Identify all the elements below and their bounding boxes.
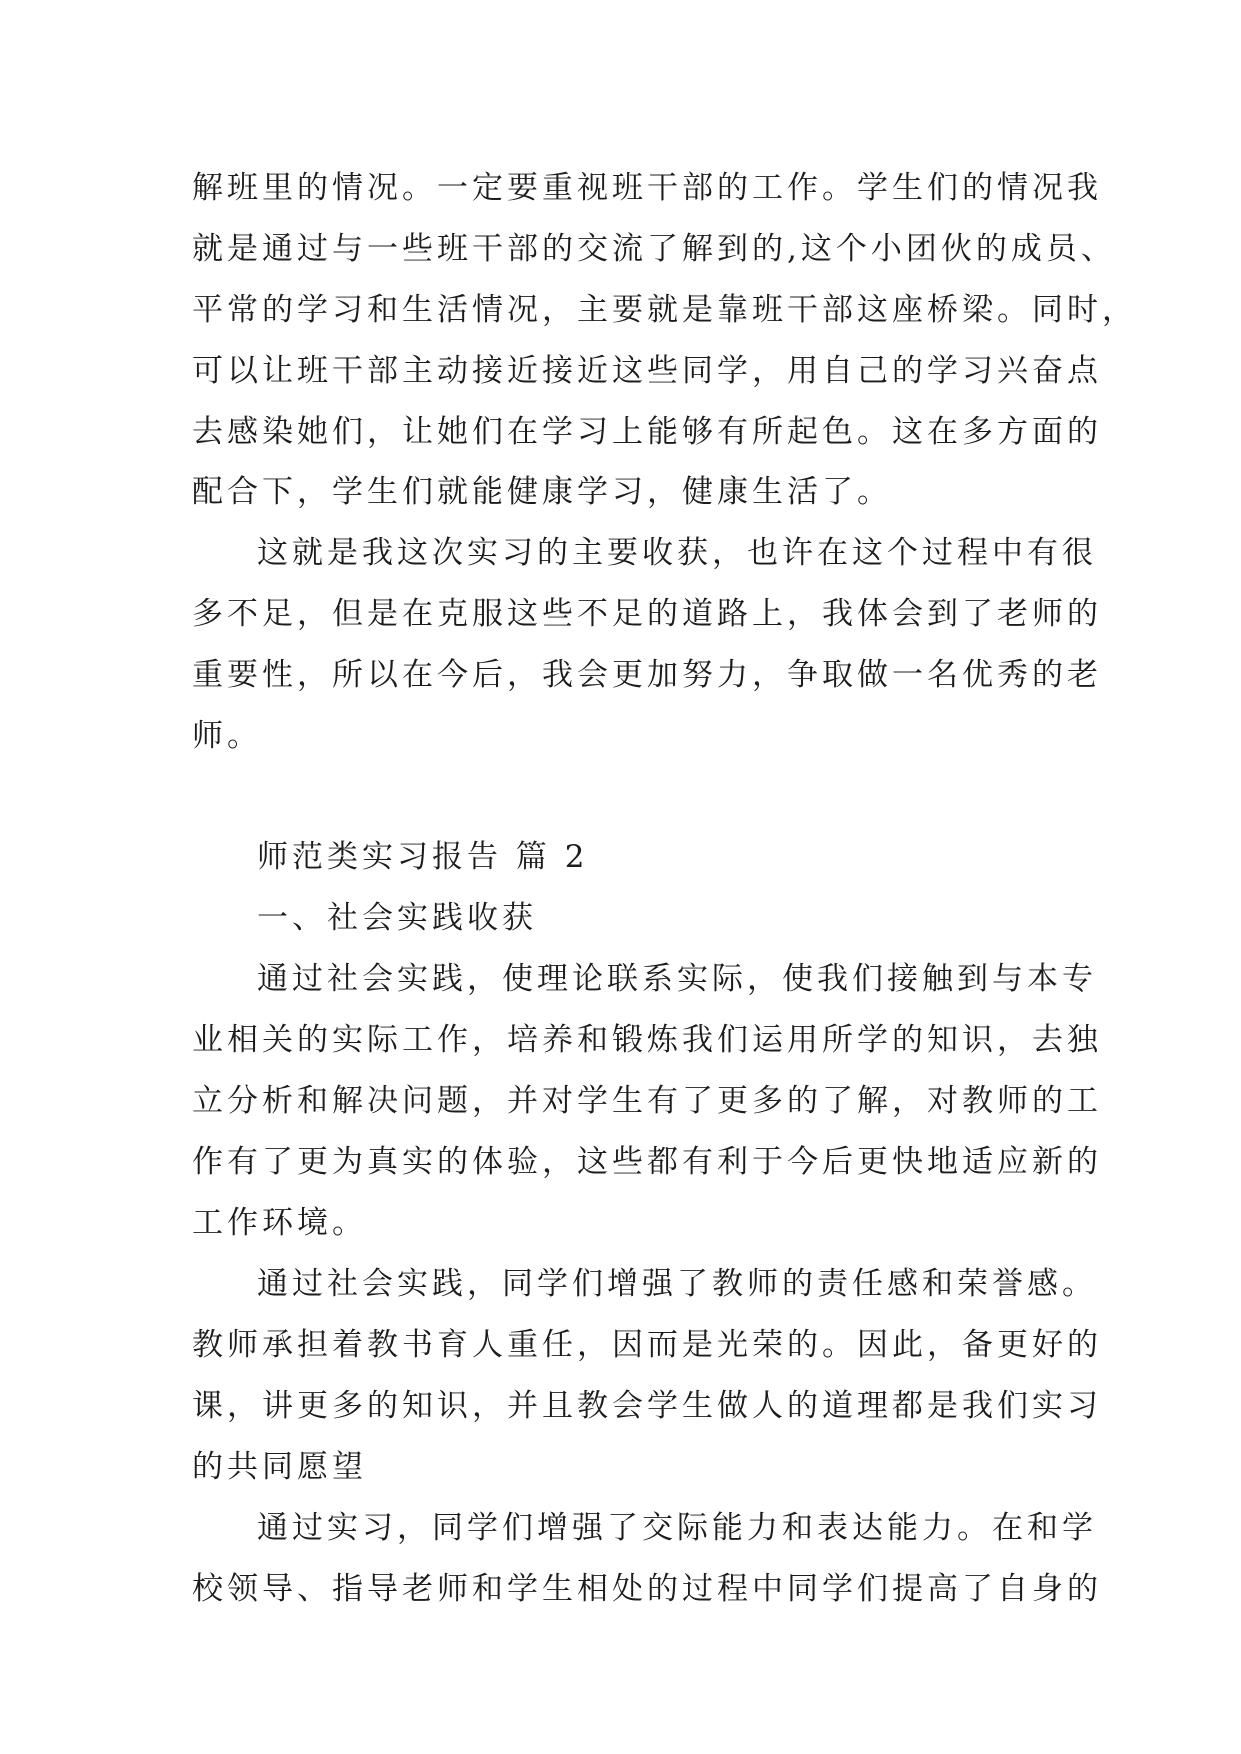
paragraph-line: 可以让班干部主动接近接近这些同学，用自己的学习兴奋点 (192, 353, 1102, 389)
paragraph-line: 解班里的情况。一定要重视班干部的工作。学生们的情况我 (192, 170, 1102, 206)
paragraph-line: 多不足，但是在克服这些不足的道路上，我体会到了老师的 (192, 596, 1102, 632)
paragraph-line: 去感染她们，让她们在学习上能够有所起色。这在多方面的 (192, 414, 1102, 450)
paragraph-line: 师。 (192, 718, 262, 754)
paragraph-line: 业相关的实际工作，培养和锻炼我们运用所学的知识，去独 (192, 1022, 1102, 1058)
paragraph-line: 通过社会实践，同学们增强了教师的责任感和荣誉感。 (257, 1266, 1097, 1302)
section-title: 师范类实习报告 篇 2 (257, 839, 589, 875)
paragraph-line: 这就是我这次实习的主要收获，也许在这个过程中有很 (257, 535, 1097, 571)
section-heading: 一、社会实践收获 (257, 900, 537, 936)
paragraph-line: 工作环境。 (192, 1205, 367, 1241)
paragraph-line: 立分析和解决问题，并对学生有了更多的了解，对教师的工 (192, 1083, 1102, 1119)
paragraph-line: 通过社会实践，使理论联系实际，使我们接触到与本专 (257, 961, 1097, 997)
paragraph-line: 通过实习，同学们增强了交际能力和表达能力。在和学 (257, 1510, 1097, 1546)
paragraph-line: 的共同愿望 (192, 1449, 367, 1485)
paragraph-line: 作有了更为真实的体验，这些都有利于今后更快地适应新的 (192, 1144, 1102, 1180)
paragraph-line: 配合下，学生们就能健康学习，健康生活了。 (192, 474, 892, 510)
paragraph-line: 就是通过与一些班干部的交流了解到的,这个小团伙的成员、 (192, 231, 1116, 267)
paragraph-line: 校领导、指导老师和学生相处的过程中同学们提高了自身的 (192, 1571, 1102, 1607)
paragraph-line: 平常的学习和生活情况，主要就是靠班干部这座桥梁。同时， (192, 292, 1137, 328)
paragraph-line: 课，讲更多的知识，并且教会学生做人的道理都是我们实习 (192, 1388, 1102, 1424)
paragraph-line: 教师承担着教书育人重任，因而是光荣的。因此，备更好的 (192, 1327, 1102, 1363)
paragraph-line: 重要性，所以在今后，我会更加努力，争取做一名优秀的老 (192, 657, 1102, 693)
